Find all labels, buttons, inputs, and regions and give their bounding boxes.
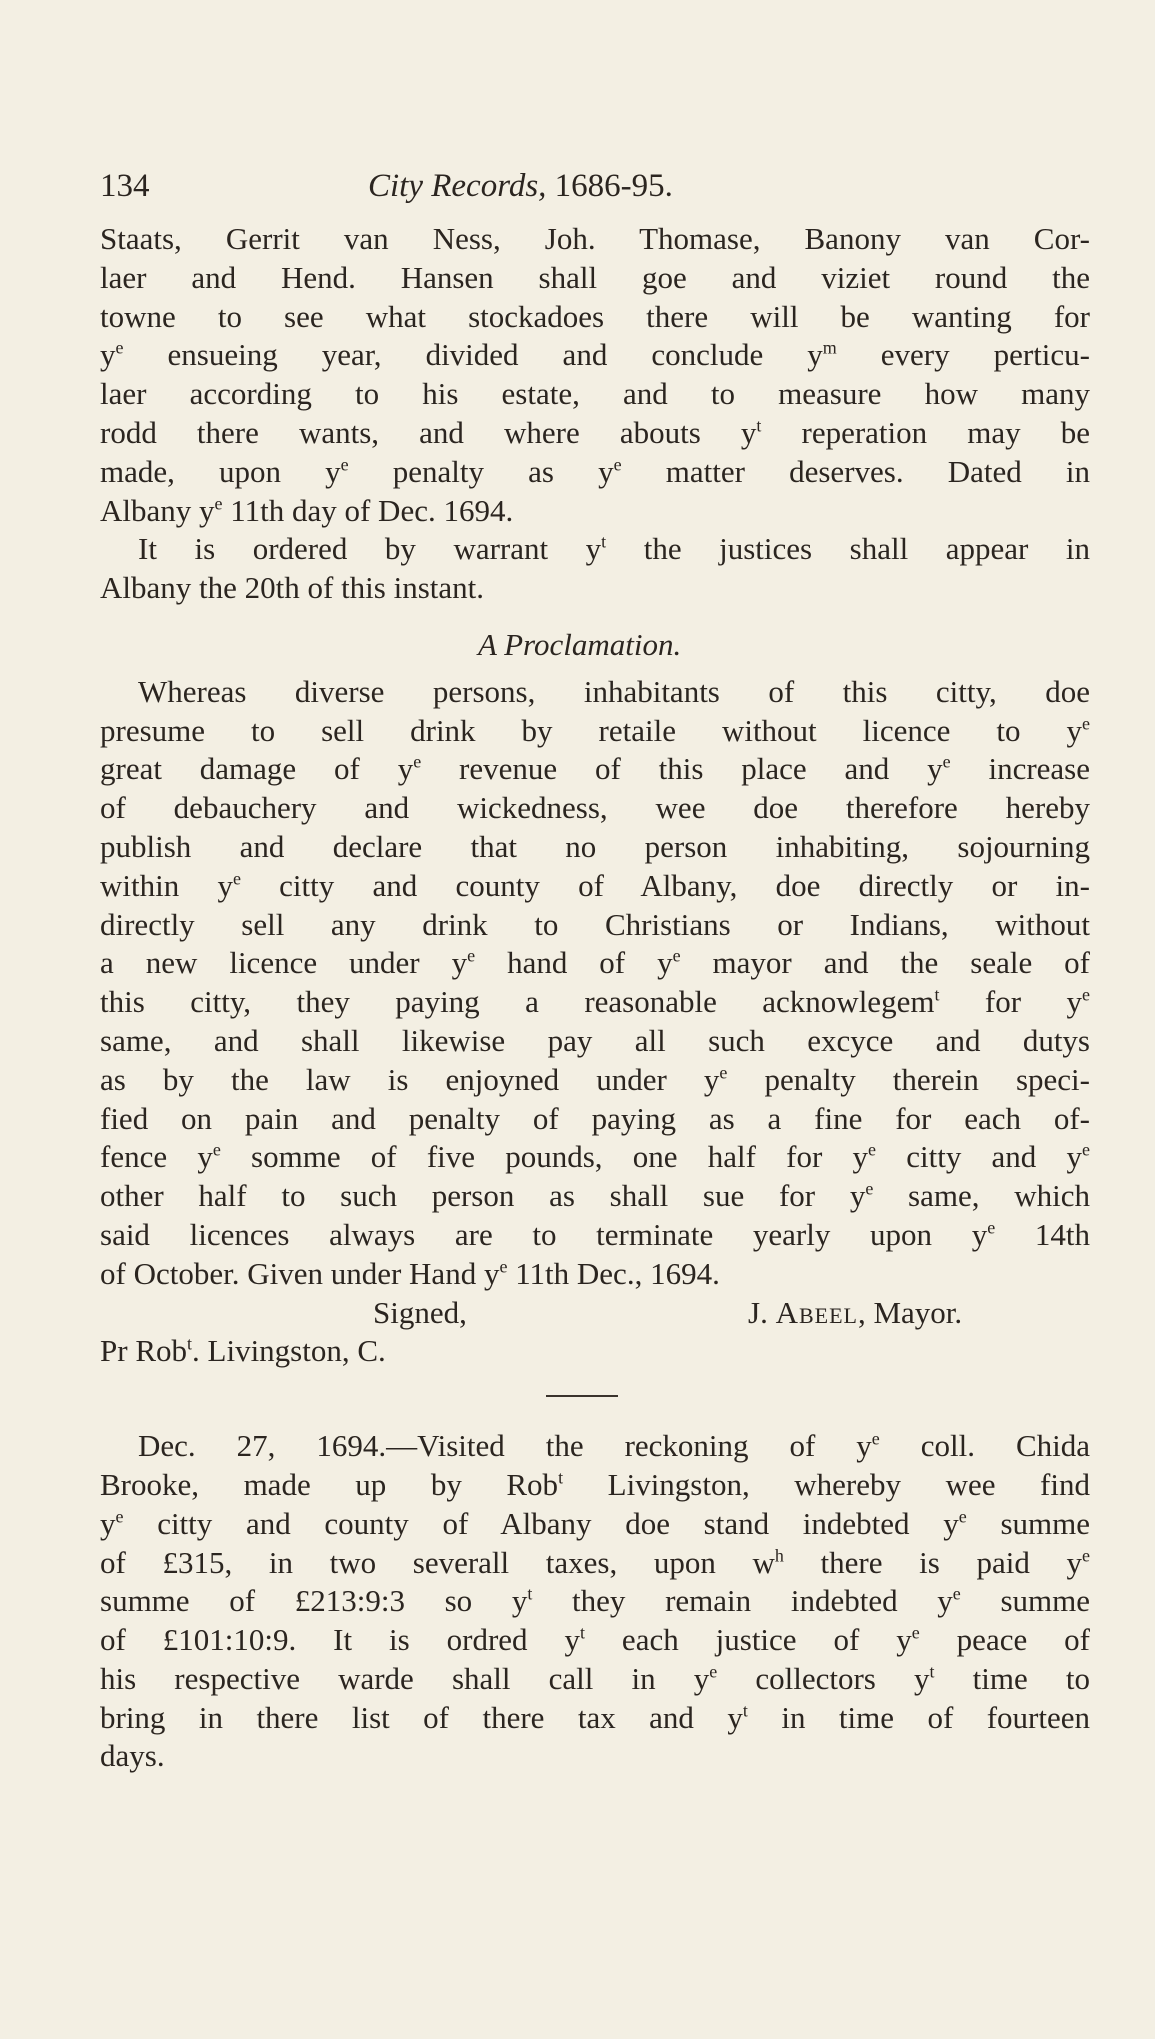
text-run: collectors y	[717, 1660, 930, 1696]
text-run: there is paid y	[783, 1544, 1082, 1580]
text-run: laer and Hend. Hansen shall goe and viziet round the	[100, 259, 1090, 295]
superscript: e	[1082, 1140, 1091, 1160]
clerk-name: . Livingston, C.	[192, 1333, 386, 1369]
superscript: h	[774, 1545, 784, 1566]
text-run: matter deserves. Dated in	[621, 453, 1090, 489]
text-run: this citty, they paying a reasonable acknowlegem	[100, 984, 935, 1020]
text-line	[100, 1582, 1090, 1621]
signature-line	[100, 1294, 1090, 1333]
text-run: summe	[966, 1505, 1090, 1541]
text-run: other half to such person as shall sue for y	[100, 1178, 866, 1214]
superscript: e	[868, 1140, 877, 1160]
text-line	[100, 220, 1090, 259]
text-line	[100, 1216, 1090, 1255]
superscript: e	[987, 1217, 996, 1238]
text-line	[100, 1177, 1090, 1216]
text-run: towne to see what stockadoes there will be wanting for	[100, 298, 1090, 334]
mayor-signature	[748, 1294, 962, 1333]
clerk-prefix: Pr Rob	[100, 1333, 187, 1369]
text-line	[100, 944, 1090, 983]
text-line	[100, 1660, 1090, 1699]
text-run: summe	[960, 1583, 1090, 1619]
text-run: increase	[950, 751, 1091, 787]
superscript: e	[232, 868, 241, 889]
text-run: same, and shall likewise pay all such excyce and dutys	[100, 1022, 1090, 1058]
text-run: fence y	[100, 1139, 213, 1175]
superscript: t	[934, 984, 940, 1005]
superscript: e	[1082, 984, 1090, 1005]
superscript: t	[558, 1467, 564, 1488]
text-run: Livingston, whereby wee find	[563, 1466, 1090, 1502]
text-run: 14th	[995, 1216, 1090, 1252]
mayor-initial: J.	[748, 1294, 776, 1330]
text-run: peace of	[919, 1622, 1090, 1658]
text-line	[100, 789, 1090, 828]
superscript: e	[709, 1661, 718, 1682]
superscript: e	[1082, 713, 1090, 734]
text-run: they remain indebted y	[532, 1583, 953, 1619]
text-line	[100, 1427, 1090, 1466]
text-line	[100, 569, 1090, 608]
text-run: Whereas diverse persons, inhabitants of this citty, doe	[138, 673, 1090, 709]
body-text	[100, 220, 1090, 1776]
text-run: within y	[100, 867, 233, 903]
text-line	[100, 336, 1090, 375]
superscript: t	[756, 415, 762, 436]
superscript: e	[865, 1178, 874, 1199]
superscript: e	[958, 1506, 967, 1527]
running-title: City Records,	[368, 168, 547, 204]
text-line	[100, 1466, 1090, 1505]
text-run: same, which	[873, 1178, 1090, 1214]
text-line	[100, 712, 1090, 751]
superscript: e	[942, 752, 951, 773]
section-heading: A Proclamation.	[478, 626, 682, 662]
page-number: 134	[100, 168, 150, 204]
superscript: e	[911, 1622, 920, 1643]
text-line	[100, 867, 1090, 906]
superscript: t	[742, 1700, 748, 1721]
superscript: e	[214, 493, 223, 514]
superscript: e	[115, 1506, 124, 1527]
text-run: his respective warde shall call in y	[100, 1660, 710, 1696]
text-line	[100, 1022, 1090, 1061]
text-run: Staats, Gerrit van Ness, Joh. Thomase, Banony van Cor-	[100, 221, 1090, 256]
running-head	[368, 168, 673, 205]
text-line	[100, 1100, 1090, 1139]
superscript: e	[672, 946, 681, 967]
text-run: Albany y	[100, 492, 215, 528]
text-line	[100, 1737, 1090, 1776]
text-run: the justices shall appear in	[606, 531, 1090, 567]
paragraph-reckoning	[100, 1427, 1090, 1776]
text-run: hand of y	[475, 945, 673, 981]
text-run: penalty therein speci-	[727, 1061, 1090, 1097]
text-run: in time of fourteen	[747, 1699, 1090, 1735]
text-run: directly sell any drink to Christians or Indians, without	[100, 906, 1090, 942]
text-run: Dec. 27, 1694.—Visited the reckoning of y	[138, 1428, 872, 1464]
text-line	[100, 492, 1090, 531]
text-line	[100, 1699, 1090, 1738]
superscript: e	[115, 338, 124, 359]
text-run: as by the law is enjoyned under y	[100, 1061, 720, 1097]
superscript: e	[467, 946, 476, 967]
text-line	[100, 1061, 1090, 1100]
text-run: 11th day of Dec. 1694.	[222, 492, 514, 528]
running-years: 1686-95.	[554, 168, 673, 204]
paragraph-justices-warrant	[100, 530, 1090, 608]
text-line	[100, 414, 1090, 453]
text-run: a new licence under y	[100, 945, 468, 981]
text-run: great damage of y	[100, 751, 414, 787]
text-run: Brooke, made up by Rob	[100, 1466, 559, 1502]
text-line	[100, 906, 1090, 945]
superscript: e	[1081, 1545, 1090, 1566]
superscript: t	[527, 1583, 533, 1604]
text-run: coll. Chida	[879, 1428, 1090, 1464]
text-run: made, upon y	[100, 453, 341, 489]
text-line	[100, 828, 1090, 867]
superscript: e	[871, 1428, 880, 1449]
text-run: bring in there list of there tax and y	[100, 1699, 743, 1735]
text-line	[100, 983, 1090, 1022]
text-run: 11th Dec., 1694.	[507, 1255, 720, 1291]
signed-label: Signed,	[373, 1294, 467, 1330]
text-run: for y	[939, 984, 1082, 1020]
text-line	[100, 750, 1090, 789]
text-run: presume to sell drink by retaile without licence to y	[100, 712, 1082, 748]
superscript: t	[929, 1661, 935, 1682]
text-run: y	[100, 337, 116, 373]
superscript: e	[952, 1583, 961, 1604]
text-line	[100, 1621, 1090, 1660]
text-line	[100, 1138, 1090, 1177]
text-run: publish and declare that no person inhabiting, sojourning	[100, 828, 1090, 864]
text-run: somme of five pounds, one half for y	[220, 1139, 869, 1175]
text-run: days.	[100, 1738, 165, 1774]
superscript: e	[340, 454, 349, 475]
clerk-line	[100, 1332, 1090, 1371]
text-run: of October. Given under Hand y	[100, 1255, 500, 1291]
text-line	[100, 298, 1090, 337]
text-run: fied on pain and penalty of paying as a fine for each of-	[100, 1100, 1090, 1136]
page-header	[100, 168, 800, 212]
paragraph-stockadoes	[100, 220, 1090, 530]
section-divider	[546, 1395, 618, 1397]
text-run: every perticu-	[836, 337, 1090, 373]
text-run: of £315, in two severall taxes, upon w	[100, 1544, 775, 1580]
text-line	[100, 1505, 1090, 1544]
text-run: reperation may be	[761, 414, 1090, 450]
text-line	[100, 673, 1090, 712]
text-run: Albany the 20th of this instant.	[100, 570, 485, 606]
superscript: m	[822, 338, 837, 359]
text-run: time to	[934, 1660, 1090, 1696]
text-run: mayor and the seale of	[680, 945, 1090, 981]
text-run: rodd there wants, and where abouts y	[100, 414, 757, 450]
text-run: citty and county of Albany, doe directly or in-	[240, 867, 1090, 903]
text-line	[100, 259, 1090, 298]
text-run: said licences always are to terminate yearly upon y	[100, 1216, 988, 1252]
mayor-name: Abeel	[775, 1294, 858, 1330]
text-line	[100, 1255, 1090, 1294]
text-line	[100, 530, 1090, 569]
mayor-title: , Mayor.	[857, 1294, 963, 1330]
superscript: e	[413, 752, 422, 773]
clerk-sup: t	[187, 1333, 193, 1354]
text-run: y	[100, 1505, 116, 1541]
superscript: t	[601, 532, 607, 553]
superscript: e	[613, 454, 622, 475]
text-run: penalty as y	[348, 453, 614, 489]
text-run: revenue of this place and y	[421, 751, 943, 787]
text-line	[100, 1544, 1090, 1583]
text-run: summe of £213:9:3 so y	[100, 1583, 528, 1619]
superscript: t	[579, 1622, 585, 1643]
text-run: laer according to his estate, and to measure how many	[100, 376, 1090, 412]
text-run: of £101:10:9. It is ordred y	[100, 1622, 580, 1658]
text-line	[100, 453, 1090, 492]
proclamation-text	[100, 673, 1090, 1294]
text-run: each justice of y	[585, 1622, 912, 1658]
text-run: It is ordered by warrant y	[138, 531, 602, 567]
text-run: citty and y	[876, 1139, 1083, 1175]
superscript: e	[212, 1140, 221, 1160]
superscript: e	[499, 1256, 508, 1277]
text-line	[100, 375, 1090, 414]
text-run: citty and county of Albany doe stand indebted y	[123, 1505, 959, 1541]
text-run: of debauchery and wickedness, wee doe therefore hereby	[100, 790, 1090, 826]
text-run: ensueing year, divided and conclude y	[123, 337, 823, 373]
superscript: e	[719, 1062, 728, 1083]
